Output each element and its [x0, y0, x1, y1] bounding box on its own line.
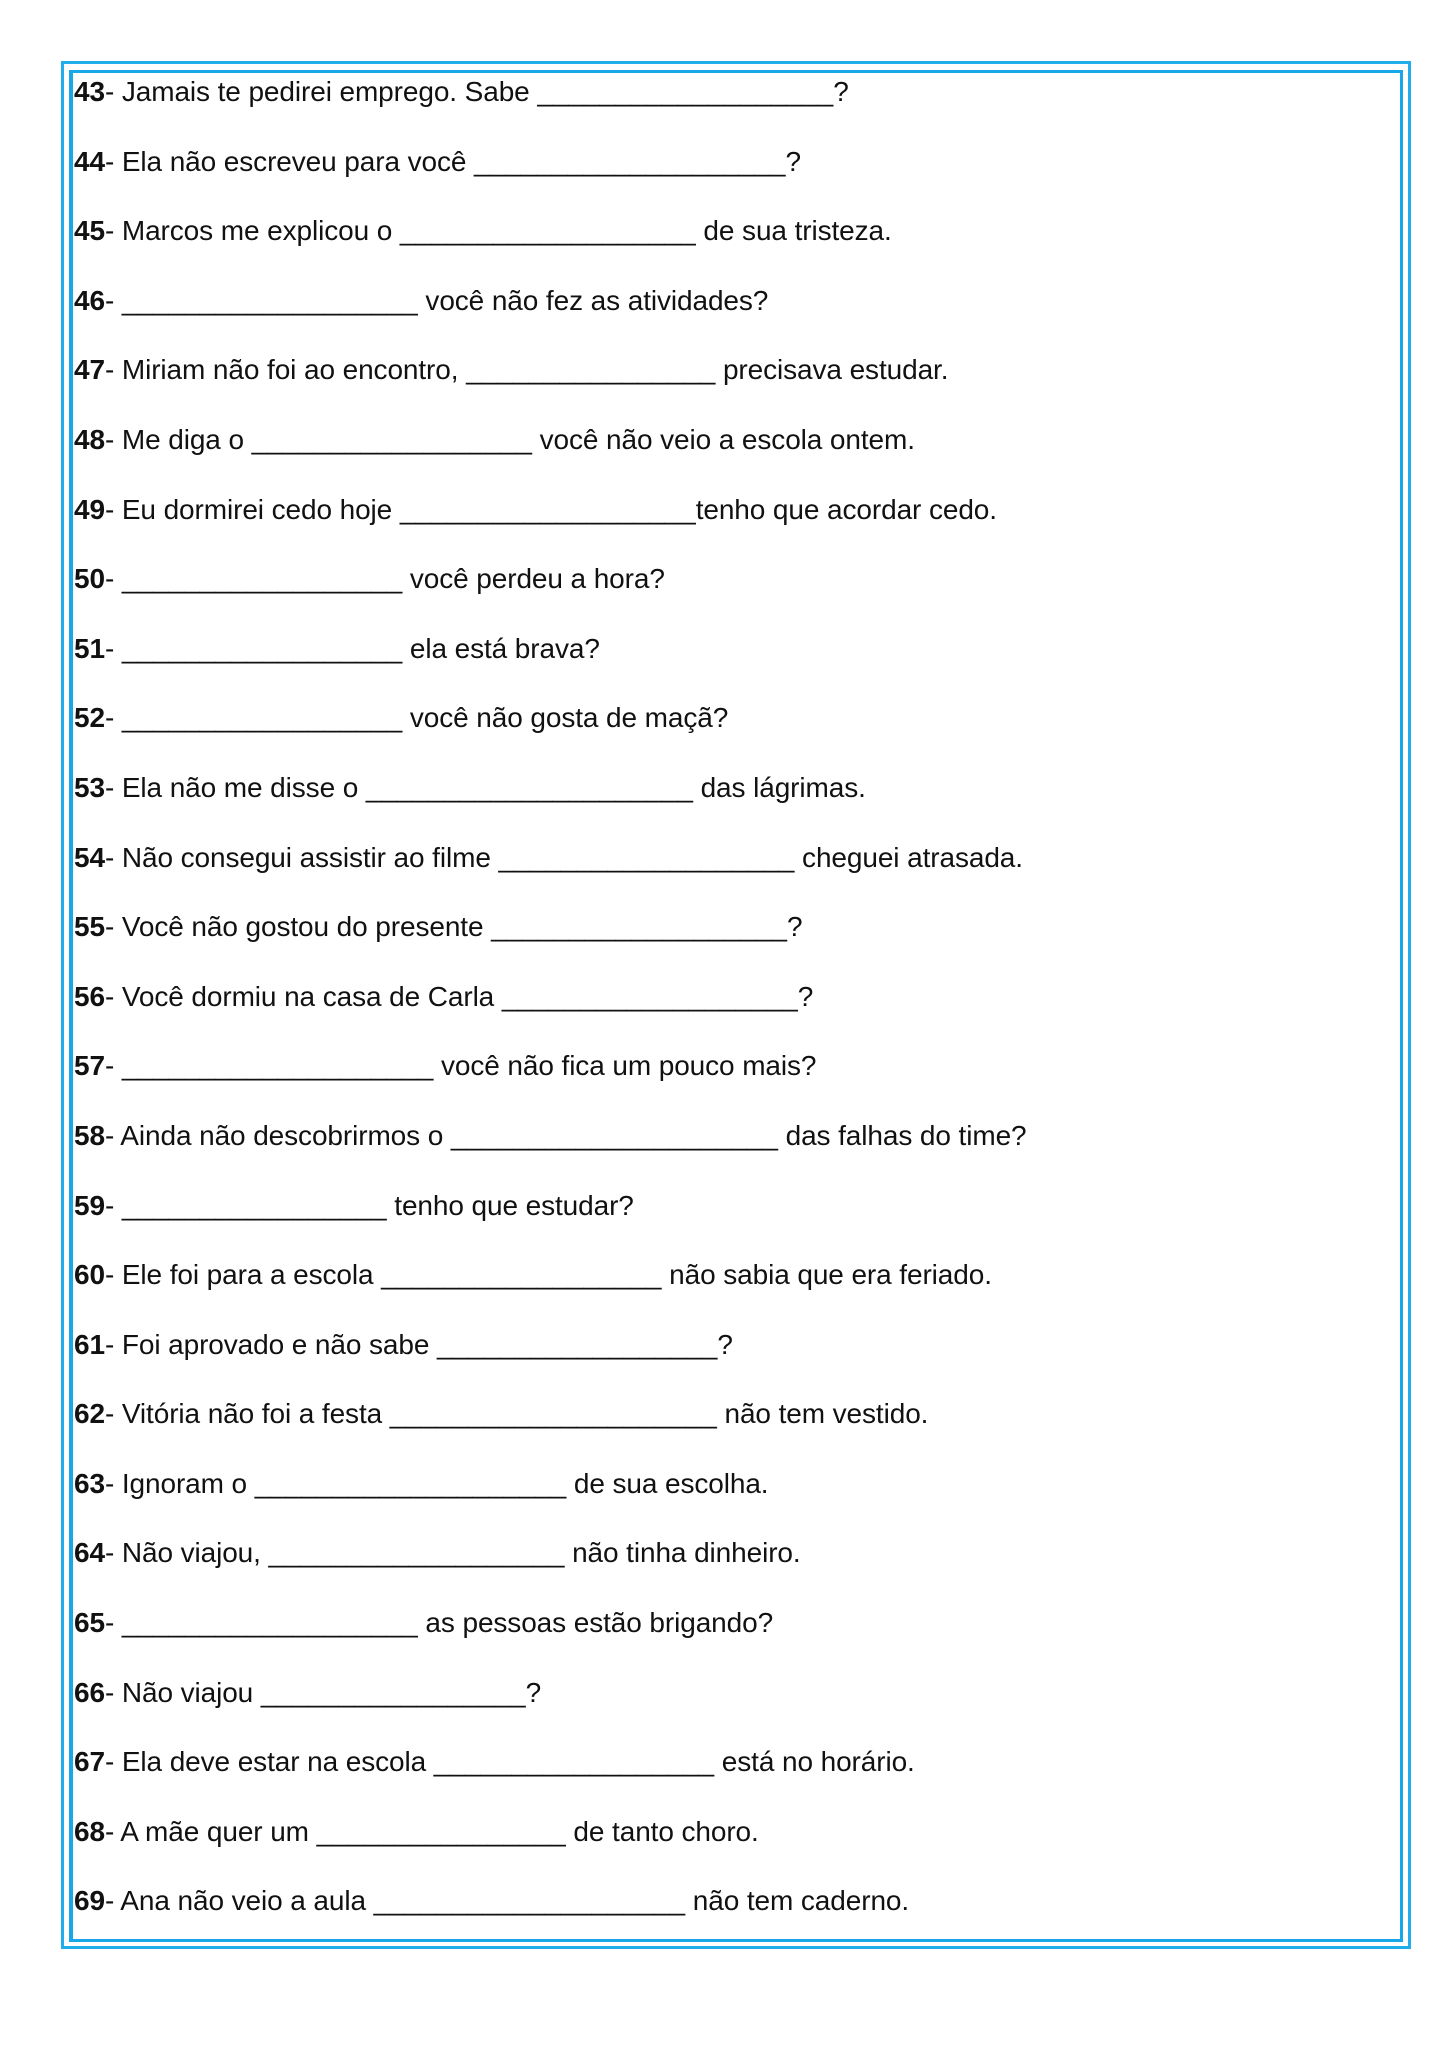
exercise-list — [74, 72, 1394, 1951]
item-text-before: - Ana não veio a aula — [104, 1885, 374, 1917]
item-text-before: - Ainda não descobrirmos o — [104, 1119, 451, 1151]
item-text-before: - A mãe quer um — [104, 1815, 317, 1847]
exercise-item — [74, 72, 1394, 142]
answer-blank[interactable]: ___________________ — [399, 215, 696, 247]
item-text-before: - Miriam não foi ao encontro, — [104, 354, 467, 386]
item-text-after: de sua tristeza. — [695, 215, 892, 247]
item-text-after: não sabia que era feriado. — [661, 1259, 992, 1291]
exercise-item — [74, 1603, 1394, 1673]
item-text-after: ? — [525, 1676, 542, 1708]
item-text-before: - — [104, 563, 122, 595]
exercise-item — [74, 1742, 1394, 1812]
exercise-item — [74, 420, 1394, 490]
item-text-after: ? — [833, 76, 849, 107]
item-text-after: ? — [787, 911, 803, 943]
answer-blank[interactable]: _____________________ — [389, 1398, 717, 1430]
item-text-after: está no horário. — [714, 1746, 915, 1778]
item-text-before: - Foi aprovado e não sabe — [104, 1328, 438, 1360]
item-text-after: ? — [785, 145, 801, 177]
item-text-before: - Você não gostou do presente — [104, 911, 492, 943]
answer-blank[interactable]: ___________________ — [121, 284, 418, 316]
answer-blank[interactable]: _________________ — [121, 1189, 387, 1221]
item-number: 55 — [74, 911, 105, 943]
exercise-item — [74, 1673, 1394, 1743]
item-number: 57 — [74, 1050, 105, 1082]
answer-blank[interactable]: _________________ — [260, 1676, 526, 1708]
item-text-before: - Ela não escreveu para você — [104, 145, 475, 177]
item-number: 68 — [74, 1815, 105, 1847]
exercise-item — [74, 1325, 1394, 1395]
answer-blank[interactable]: ___________________ — [121, 1607, 418, 1639]
exercise-item — [74, 629, 1394, 699]
answer-blank[interactable]: ___________________ — [501, 980, 798, 1012]
answer-blank[interactable]: __________________ — [251, 423, 532, 455]
answer-blank[interactable]: ___________________ — [498, 841, 795, 873]
answer-blank[interactable]: ________________ — [316, 1815, 566, 1847]
item-number: 47 — [74, 354, 105, 386]
item-text-before: - Marcos me explicou o — [104, 215, 400, 247]
item-text-after: não tem caderno. — [685, 1885, 910, 1917]
answer-blank[interactable]: __________________ — [433, 1746, 715, 1778]
item-text-before: - Ignoram o — [104, 1467, 255, 1499]
item-number: 45 — [74, 215, 105, 247]
item-number: 52 — [74, 702, 105, 734]
item-text-after: das lágrimas. — [692, 771, 866, 803]
answer-blank[interactable]: _____________________ — [450, 1119, 778, 1151]
item-text-after: você não fez as atividades? — [417, 284, 769, 316]
exercise-item — [74, 977, 1394, 1047]
item-text-before: - — [104, 702, 122, 734]
exercise-item — [74, 1881, 1394, 1951]
item-text-before: - Ela deve estar na escola — [104, 1746, 434, 1778]
item-text-before: - — [104, 1189, 122, 1221]
item-number: 67 — [74, 1746, 105, 1778]
answer-blank[interactable]: __________________ — [121, 632, 403, 664]
answer-blank[interactable]: ________________ — [466, 354, 716, 386]
exercise-item — [74, 768, 1394, 838]
answer-blank[interactable]: ___________________ — [268, 1537, 565, 1569]
answer-blank[interactable]: ____________________ — [254, 1467, 567, 1499]
item-text-before: - Não consegui assistir ao filme — [104, 841, 499, 873]
answer-blank[interactable]: ___________________ — [537, 76, 834, 107]
item-text-before: - — [104, 632, 122, 664]
item-number: 56 — [74, 980, 105, 1012]
exercise-item — [74, 1046, 1394, 1116]
exercise-item — [74, 211, 1394, 281]
item-text-after: tenho que estudar? — [386, 1189, 634, 1221]
exercise-item — [74, 1533, 1394, 1603]
exercise-item — [74, 490, 1394, 560]
exercise-item — [74, 1116, 1394, 1186]
item-number: 53 — [74, 771, 105, 803]
item-number: 59 — [74, 1189, 105, 1221]
item-number: 51 — [74, 632, 105, 664]
exercise-item — [74, 838, 1394, 908]
exercise-item — [74, 907, 1394, 977]
answer-blank[interactable]: _____________________ — [365, 771, 693, 803]
item-text-after: cheguei atrasada. — [794, 841, 1023, 873]
item-number: 44 — [74, 145, 105, 177]
item-text-before: - Não viajou, — [104, 1537, 269, 1569]
answer-blank[interactable]: ____________________ — [373, 1885, 686, 1917]
answer-blank[interactable]: __________________ — [381, 1259, 662, 1291]
item-text-before: - — [104, 284, 122, 316]
item-number: 48 — [74, 423, 105, 455]
item-text-before: - Ele foi para a escola — [104, 1259, 382, 1291]
exercise-item — [74, 1255, 1394, 1325]
item-text-after: precisava estudar. — [715, 354, 949, 386]
exercise-item — [74, 1186, 1394, 1256]
item-text-before: - Vitória não foi a festa — [104, 1398, 390, 1430]
item-text-before: - — [104, 1050, 122, 1082]
item-number: 54 — [74, 841, 105, 873]
item-number: 64 — [74, 1537, 105, 1569]
answer-blank[interactable]: ___________________ — [399, 493, 696, 525]
item-number: 63 — [74, 1467, 105, 1499]
answer-blank[interactable]: __________________ — [121, 563, 403, 595]
item-text-after: ela está brava? — [402, 632, 600, 664]
item-number: 50 — [74, 563, 105, 595]
answer-blank[interactable]: ____________________ — [121, 1050, 434, 1082]
exercise-item — [74, 350, 1394, 420]
item-number: 65 — [74, 1607, 105, 1639]
answer-blank[interactable]: __________________ — [437, 1328, 718, 1360]
exercise-item — [74, 559, 1394, 629]
item-text-after: ? — [797, 980, 814, 1012]
item-text-before: - — [104, 1607, 122, 1639]
exercise-item — [74, 281, 1394, 351]
item-text-after: você perdeu a hora? — [402, 563, 665, 595]
item-number: 69 — [74, 1885, 105, 1917]
item-text-before: - Não viajou — [104, 1676, 261, 1708]
exercise-item — [74, 1394, 1394, 1464]
item-text-after: você não gosta de maçã? — [402, 702, 729, 734]
answer-blank[interactable]: ___________________ — [491, 911, 787, 943]
item-number: 43 — [74, 76, 105, 107]
item-text-before: - Me diga o — [104, 423, 252, 455]
item-text-after: não tem vestido. — [716, 1398, 929, 1430]
item-number: 66 — [74, 1676, 105, 1708]
exercise-item — [74, 1812, 1394, 1882]
item-text-before: - Você dormiu na casa de Carla — [104, 980, 502, 1012]
item-text-after: você não fica um pouco mais? — [433, 1050, 817, 1082]
item-text-before: - Jamais te pedirei emprego. Sabe — [104, 76, 538, 107]
answer-blank[interactable]: __________________ — [121, 702, 403, 734]
item-text-before: - Eu dormirei cedo hoje — [104, 493, 400, 525]
exercise-item — [74, 1464, 1394, 1534]
exercise-item — [74, 698, 1394, 768]
item-text-after: tenho que acordar cedo. — [695, 493, 997, 525]
item-text-after: ? — [717, 1328, 733, 1360]
item-text-after: de sua escolha. — [566, 1467, 769, 1499]
item-number: 46 — [74, 284, 105, 316]
item-number: 61 — [74, 1328, 105, 1360]
item-number: 49 — [74, 493, 105, 525]
item-text-after: de tanto choro. — [565, 1815, 759, 1847]
item-text-before: - Ela não me disse o — [104, 771, 366, 803]
item-number: 58 — [74, 1119, 105, 1151]
exercise-item — [74, 142, 1394, 212]
item-text-after: você não veio a escola ontem. — [531, 423, 915, 455]
item-number: 60 — [74, 1259, 105, 1291]
answer-blank[interactable]: ____________________ — [474, 145, 786, 177]
item-text-after: não tinha dinheiro. — [564, 1537, 801, 1569]
item-text-after: as pessoas estão brigando? — [417, 1607, 774, 1639]
item-number: 62 — [74, 1398, 105, 1430]
item-text-after: das falhas do time? — [777, 1119, 1027, 1151]
